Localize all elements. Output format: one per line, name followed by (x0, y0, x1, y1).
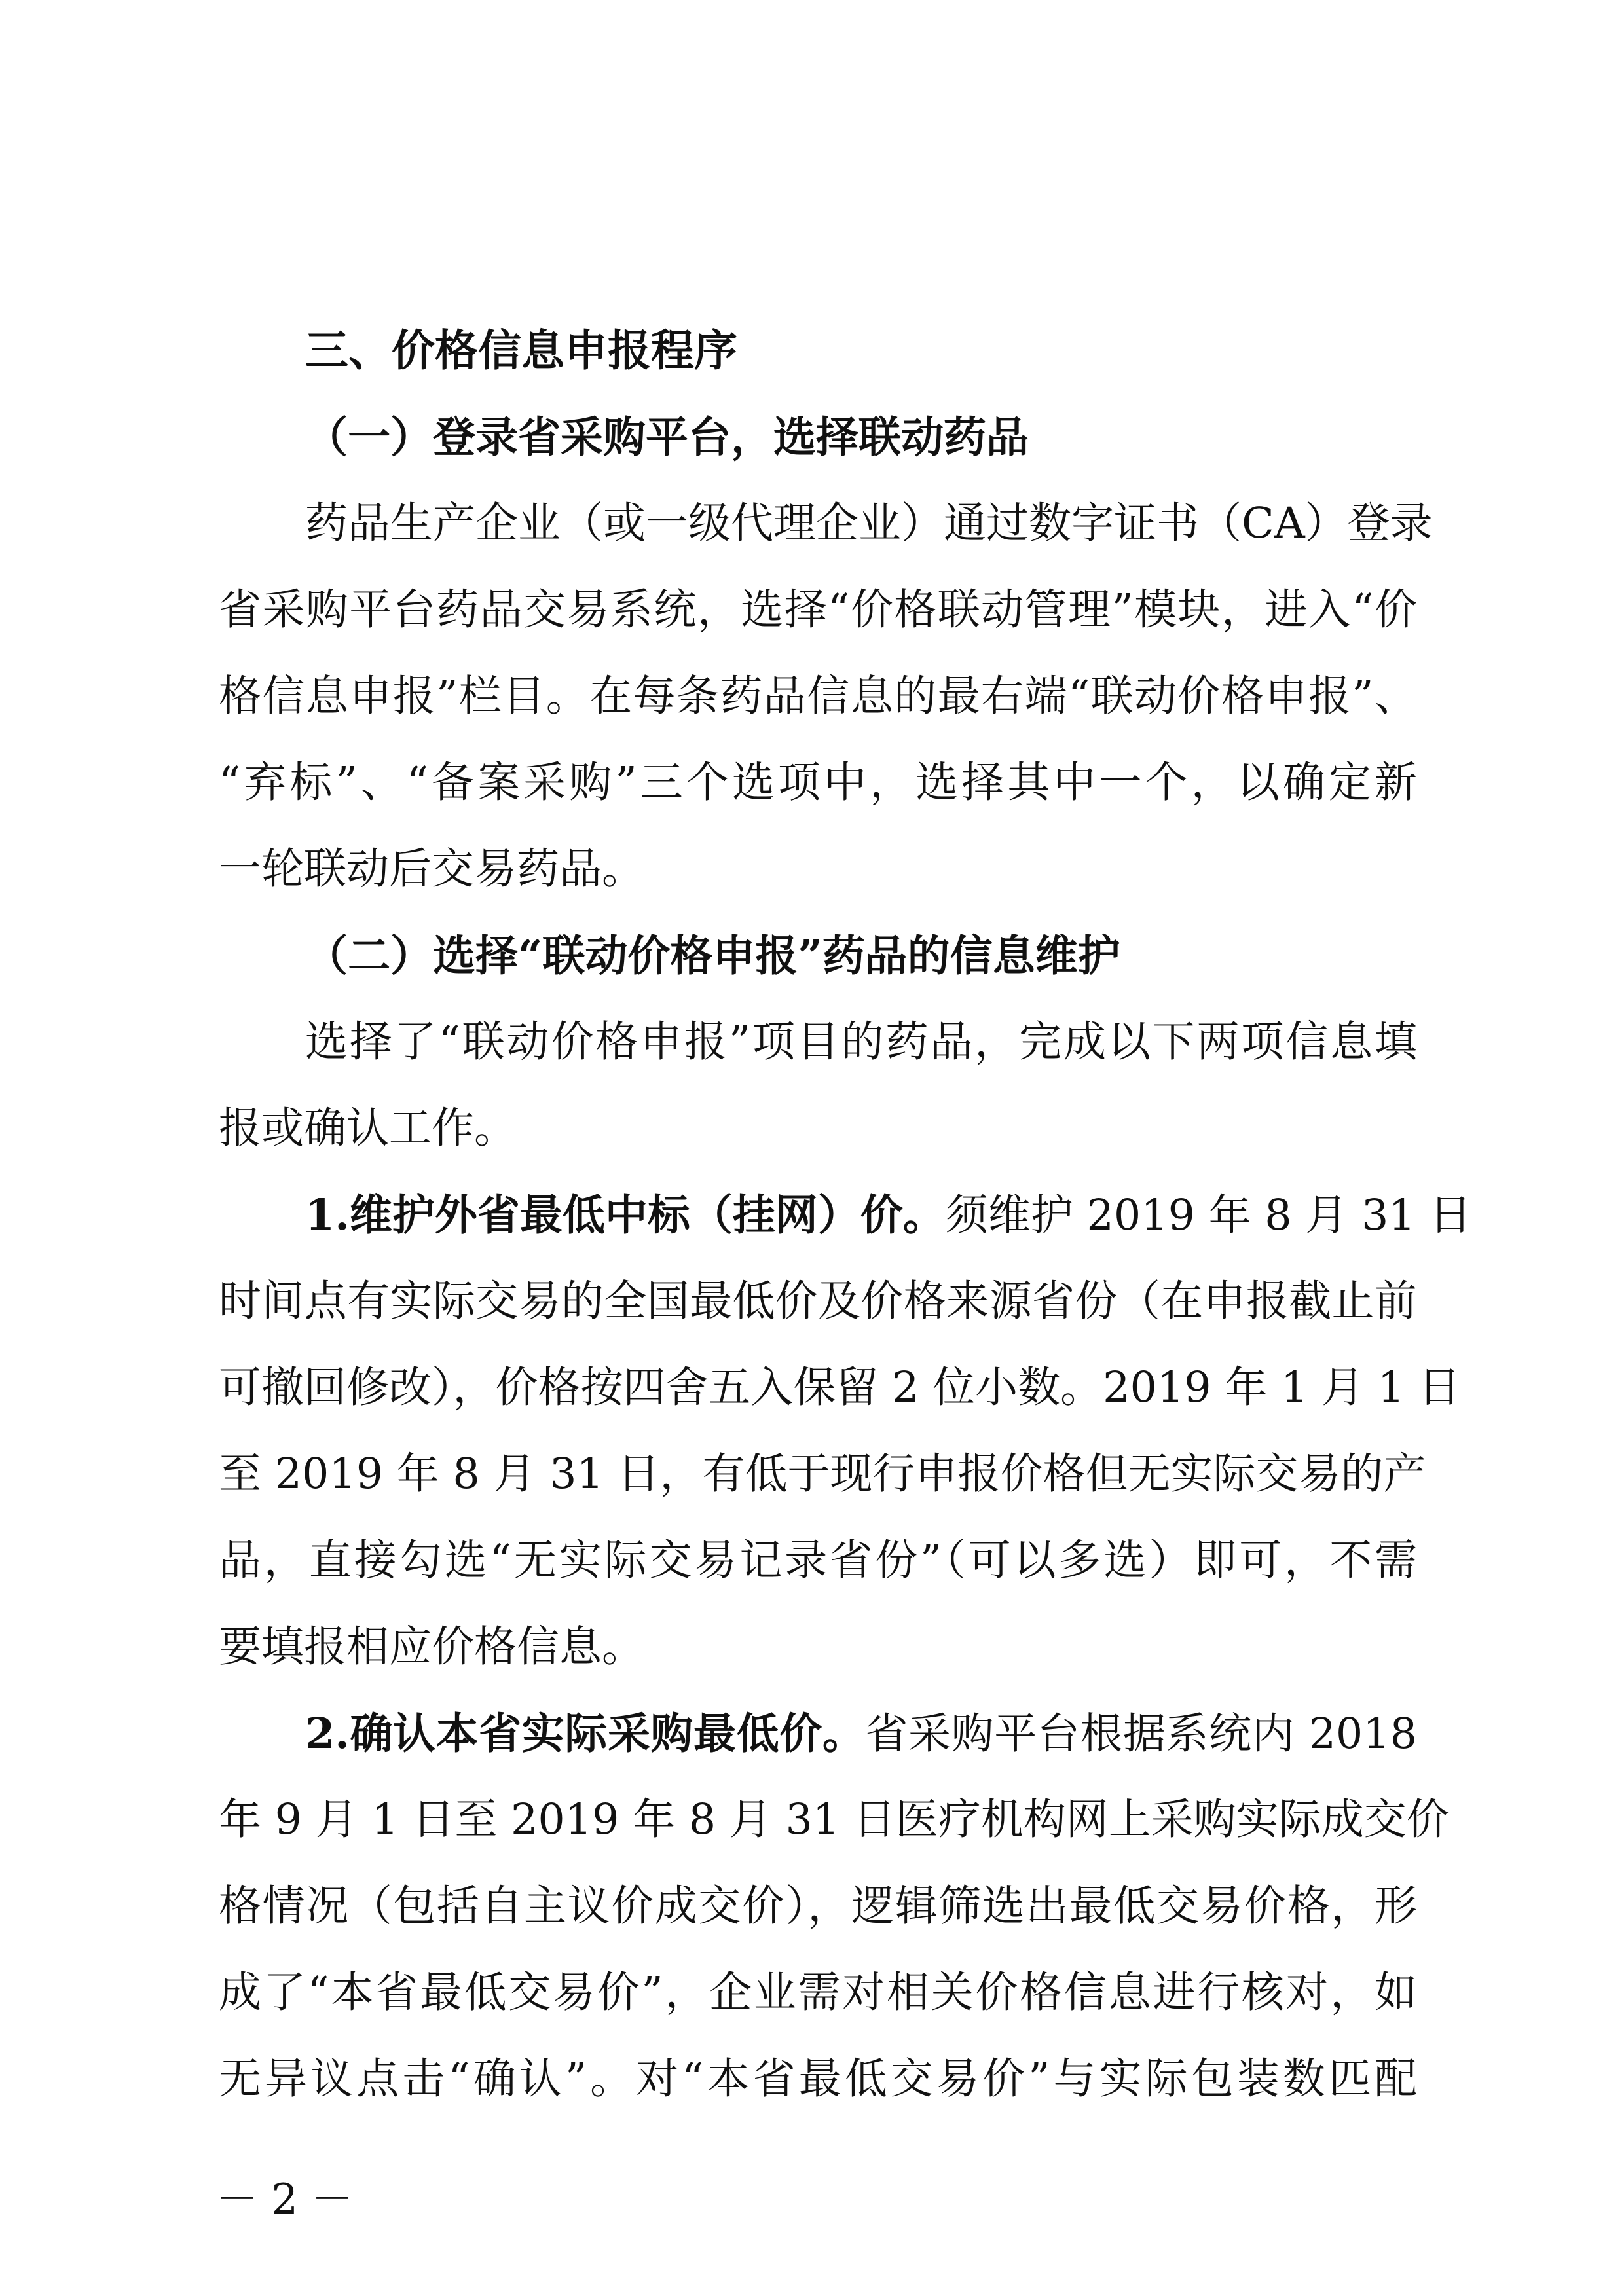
paragraph-line: 至 2019 年 8 月 31 日，有低于现行申报价格但无实际交易的产 (219, 1449, 1426, 1499)
paragraph-line: 品，直接勾选“无实际交易记录省份”（可以多选）即可，不需 (219, 1536, 1417, 1585)
page-number: － 2 － (216, 2176, 354, 2224)
item-1-lead: 1.维护外省最低中标（挂网）价。 (305, 1190, 946, 1240)
paragraph-line: 格信息申报”栏目。在每条药品信息的最右端“联动价格申报”、 (219, 672, 1417, 721)
paragraph-line: “弃标”、“备案采购”三个选项中，选择其中一个，以确定新 (219, 758, 1417, 807)
paragraph-line: 时间点有实际交易的全国最低价及价格来源省份（在申报截止前 (219, 1277, 1417, 1326)
paragraph-line: 一轮联动后交易药品。 (219, 845, 645, 894)
paragraph-line: 省采购平台药品交易系统，选择“价格联动管理”模块，进入“价 (219, 585, 1417, 634)
paragraph-line: 无异议点击“确认”。对“本省最低交易价”与实际包装数匹配 (219, 2054, 1417, 2104)
subsection-title-2: （二）选择“联动价格申报”药品的信息维护 (305, 931, 1120, 981)
paragraph-line: 要填报相应价格信息。 (219, 1622, 645, 1671)
paragraph-line: 成了“本省最低交易价”，企业需对相关价格信息进行核对，如 (219, 1968, 1417, 2017)
item-2-lead: 2.确认本省实际采购最低价。 (305, 1709, 866, 1758)
paragraph-line: 药品生产企业（或一级代理企业）通过数字证书（CA）登录 (305, 499, 1433, 548)
item-2-text: 省采购平台根据系统内 2018 (865, 1709, 1417, 1758)
subsection-title-1: （一）登录省采购平台，选择联动药品 (305, 412, 1029, 462)
paragraph-line: 格情况（包括自主议价成交价），逻辑筛选出最低交易价格，形 (219, 1882, 1417, 1931)
paragraph-line: 年 9 月 1 日至 2019 年 8 月 31 日医疗机构网上采购实际成交价 (219, 1795, 1449, 1844)
item-1-text: 须维护 2019 年 8 月 31 日 (945, 1191, 1472, 1240)
document-body (219, 308, 1472, 2123)
item-2-first-line (219, 1690, 1417, 1777)
paragraph-line: 选择了“联动价格申报”项目的药品，完成以下两项信息填 (305, 1017, 1417, 1066)
paragraph-line: 报或确认工作。 (219, 1104, 517, 1153)
item-1-first-line (219, 1172, 1472, 1258)
paragraph-line: 可撤回修改），价格按四舍五入保留 2 位小数。2019 年 1 月 1 日 (219, 1363, 1461, 1412)
section-title: 三、价格信息申报程序 (305, 325, 737, 376)
